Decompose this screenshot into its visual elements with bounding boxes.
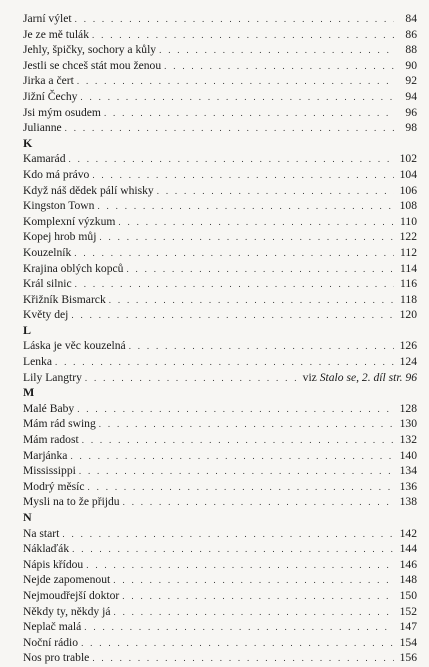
index-entry: [23, 572, 417, 588]
dot-leader: [84, 620, 394, 636]
cross-reference-target: Stalo se, 2. díl str. 96: [319, 370, 417, 384]
page-number: 94: [405, 89, 417, 103]
song-title: Jestli se chceš stát mou ženou: [23, 58, 162, 72]
song-title: Král silnic: [23, 277, 72, 291]
index-entry: [23, 650, 417, 666]
dot-leader: [65, 121, 394, 137]
song-title: Láska je věc kouzelná: [23, 339, 126, 353]
song-title: Květy dej: [23, 308, 69, 322]
dot-leader: [122, 589, 394, 605]
page-number: 88: [405, 43, 417, 57]
dot-leader: [109, 293, 394, 309]
song-title: Když náš dědek pálí whisky: [23, 183, 154, 197]
song-title: Křižník Bismarck: [23, 292, 106, 306]
index-entry: [23, 432, 417, 448]
dot-leader: [99, 230, 394, 246]
index-entry: [23, 635, 417, 651]
index-entry: [23, 276, 417, 292]
song-title: Nos pro trable: [23, 651, 90, 665]
page-number: 148: [399, 573, 417, 587]
song-title: Jirka a čert: [23, 74, 74, 88]
page-number: 84: [405, 12, 417, 25]
section-letter: L: [23, 322, 32, 337]
song-title: Marjánka: [23, 448, 68, 462]
index-entry: [23, 214, 417, 230]
song-title: Je ze mě tulák: [23, 27, 89, 41]
index-section: [23, 510, 417, 666]
cross-reference: [303, 370, 417, 386]
dot-leader: [80, 90, 394, 106]
page-number: 124: [399, 355, 417, 369]
page-number: 98: [405, 121, 417, 135]
song-title: Na start: [23, 526, 60, 540]
dot-leader: [92, 168, 394, 184]
song-title: Noční rádio: [23, 635, 79, 649]
song-title: Krajina oblých kopců: [23, 261, 124, 275]
dot-leader: [86, 558, 394, 574]
dot-leader: [118, 215, 394, 231]
page-number: 138: [399, 495, 417, 509]
song-title: Julianne: [23, 121, 62, 135]
index-entry: [23, 58, 417, 74]
page-number: 86: [405, 27, 417, 41]
page-number: 108: [399, 199, 417, 213]
index-entry: [23, 167, 417, 183]
song-title: Jehly, špičky, sochory a kůly: [23, 43, 157, 57]
song-title: Mám rád swing: [23, 417, 96, 431]
page-number: 106: [399, 183, 417, 197]
dot-leader: [70, 449, 394, 465]
dot-leader: [92, 651, 394, 667]
index-section: [23, 136, 417, 323]
song-title: Kingston Town: [23, 199, 95, 213]
dot-leader: [164, 59, 394, 75]
dot-leader: [104, 106, 394, 122]
dot-leader: [159, 43, 394, 59]
index-entry: [23, 526, 417, 542]
song-title: Náklaďák: [23, 542, 70, 556]
dot-leader: [62, 527, 394, 543]
page-number: 122: [399, 230, 417, 244]
dot-leader: [129, 339, 394, 355]
dot-leader: [85, 371, 300, 387]
index-entry: [23, 42, 417, 58]
index-entry: [23, 11, 417, 27]
dot-leader: [77, 74, 394, 90]
song-title: Kopej hrob můj: [23, 230, 97, 244]
song-title: Lenka: [23, 355, 52, 369]
index-entry: [23, 354, 417, 370]
dot-leader: [113, 605, 394, 621]
index-entry: [23, 151, 417, 167]
index-entry: [23, 89, 417, 105]
index-entry: [23, 463, 417, 479]
page-number: 142: [399, 526, 417, 540]
index-section: [23, 11, 417, 136]
index-entry: [23, 588, 417, 604]
page-number: 116: [400, 277, 417, 291]
dot-leader: [81, 636, 394, 652]
index-entry: [23, 229, 417, 245]
dot-leader: [77, 402, 394, 418]
index-entry: [23, 479, 417, 495]
index-section: [23, 385, 417, 510]
page-number: 156: [399, 651, 417, 665]
song-title: Nápis křídou: [23, 557, 84, 571]
index-entry: [23, 416, 417, 432]
page-number: 154: [399, 635, 417, 649]
song-title: Mám radost: [23, 433, 79, 447]
song-title: Někdy ty, někdy já: [23, 604, 111, 618]
page-number: 146: [399, 557, 417, 571]
index-entry: [23, 292, 417, 308]
index-entry: [23, 604, 417, 620]
index-entry: [23, 105, 417, 121]
page-number: 136: [399, 479, 417, 493]
index-entry: [23, 494, 417, 510]
song-title: Kdo má právo: [23, 167, 90, 181]
dot-leader: [88, 480, 394, 496]
page-number: 147: [399, 620, 417, 634]
index-entry: [23, 198, 417, 214]
dot-leader: [79, 464, 394, 480]
page-number: 128: [399, 401, 417, 415]
index-entry: [23, 541, 417, 557]
page-number: 102: [399, 152, 417, 166]
page-number: 152: [399, 604, 417, 618]
page-number: 140: [399, 448, 417, 462]
index-entry: [23, 307, 417, 323]
song-title: Modrý měsíc: [23, 479, 85, 493]
index-entry: [23, 73, 417, 89]
index-entry: [23, 183, 417, 199]
dot-leader: [74, 246, 394, 262]
section-letter: K: [23, 135, 33, 150]
song-title: Mysli na to že přijdu: [23, 495, 120, 509]
page-number: 112: [400, 245, 417, 259]
page-number: 114: [400, 261, 417, 275]
dot-leader: [55, 355, 394, 371]
index-entry: [23, 370, 417, 386]
dot-leader: [92, 28, 394, 44]
song-title: Jižní Čechy: [23, 89, 78, 103]
song-title: Kouzelník: [23, 245, 72, 259]
dot-leader: [113, 573, 394, 589]
index-entry: [23, 120, 417, 136]
song-title: Lily Langtry: [23, 370, 82, 384]
dot-leader: [71, 308, 394, 324]
index-entry: [23, 27, 417, 43]
page-number: 134: [399, 464, 417, 478]
page-number: 92: [405, 74, 417, 88]
page-number: 120: [399, 308, 417, 322]
cross-reference-prefix: viz: [302, 370, 320, 384]
song-title: Malé Baby: [23, 401, 75, 415]
dot-leader: [72, 542, 394, 558]
dot-leader: [126, 262, 394, 278]
song-title: Jarní výlet: [23, 12, 72, 25]
song-title: Jsi mým osudem: [23, 105, 101, 119]
dot-leader: [97, 199, 394, 215]
song-title: Neplač malá: [23, 620, 82, 634]
index-entry: [23, 245, 417, 261]
index-entry: [23, 338, 417, 354]
dot-leader: [82, 433, 394, 449]
song-title: Mississippi: [23, 464, 76, 478]
page-number: 132: [399, 433, 417, 447]
section-letter: N: [23, 510, 32, 524]
page-number: 126: [399, 339, 417, 353]
dot-leader: [157, 184, 394, 200]
dot-leader: [99, 417, 394, 433]
song-title: Nejmoudřejší doktor: [23, 588, 120, 602]
dot-leader: [69, 152, 395, 168]
page-number: 104: [399, 167, 417, 181]
index-entry: [23, 448, 417, 464]
page-number: 150: [399, 588, 417, 602]
index-section: [23, 323, 417, 385]
song-title: Kamarád: [23, 152, 66, 166]
index-entry: [23, 619, 417, 635]
page-number: 96: [405, 105, 417, 119]
song-title: Komplexní výzkum: [23, 214, 116, 228]
dot-leader: [123, 495, 394, 511]
song-title: Nejde zapomenout: [23, 573, 111, 587]
dot-leader: [75, 12, 394, 28]
index-entry: [23, 401, 417, 417]
page-number: 144: [399, 542, 417, 556]
page-number: 110: [400, 214, 417, 228]
index-entry: [23, 557, 417, 573]
page-number: 90: [405, 58, 417, 72]
index-entry: [23, 261, 417, 277]
page-number: 118: [400, 292, 417, 306]
page-number: 130: [399, 417, 417, 431]
dot-leader: [75, 277, 394, 293]
section-letter: M: [23, 385, 35, 400]
